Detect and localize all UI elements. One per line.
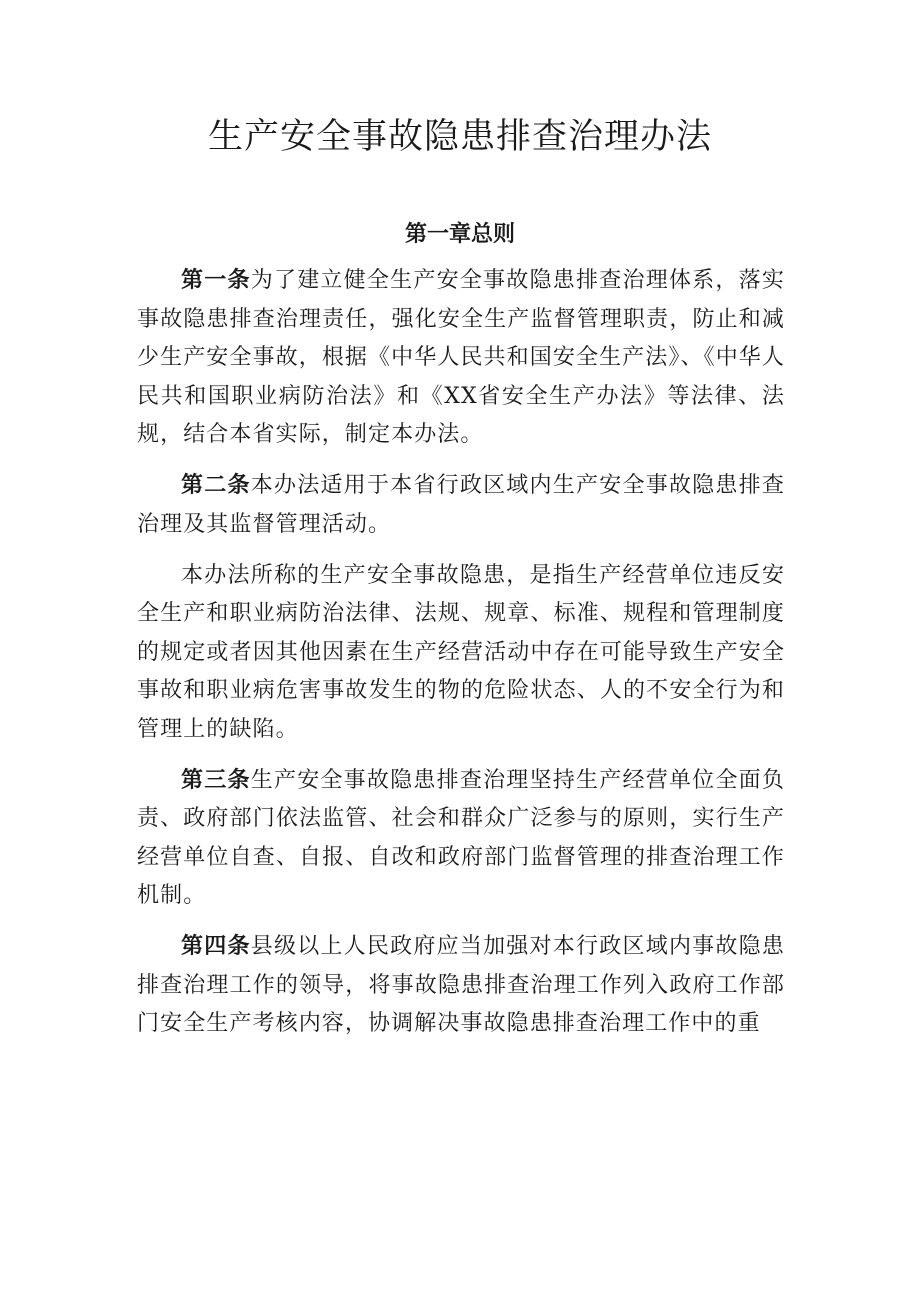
document-title: 生产安全事故隐患排查治理办法 bbox=[207, 117, 712, 157]
paragraph-text: 县级以上人民政府应当加强对本行政区域内事故隐患排查治理工作的领导，将事故隐患排查治理工作列入政府工作部门安全生产考核内容，协调解决事故隐患排查治理工作中的重 bbox=[137, 934, 785, 1036]
paragraph-article-4 bbox=[137, 928, 785, 1044]
document-body bbox=[137, 262, 785, 1044]
paragraph-article-2-definition bbox=[137, 557, 785, 750]
chapter-heading: 第一章总则 bbox=[404, 222, 515, 247]
paragraph-article-2 bbox=[137, 467, 785, 544]
paragraph-text: 本办法所称的生产安全事故隐患，是指生产经营单位违反安全生产和职业病防治法律、法规、规章、标准、规程和管理制度的规定或者因其他因素在生产经营活动中存在可能导致生产安全事故和职业病危害事故发生的物的危险状态、人的不安全行为和管理上的缺陷。 bbox=[137, 562, 785, 742]
paragraph-text: 生产安全事故隐患排查治理坚持生产经营单位全面负责、政府部门依法监管、社会和群众广泛参与的原则，实行生产经营单位自查、自报、自改和政府部门监督管理的排查治理工作机制。 bbox=[137, 767, 785, 908]
paragraph-article-3 bbox=[137, 762, 785, 916]
article-number: 第一条 bbox=[181, 268, 251, 293]
article-number: 第二条 bbox=[181, 473, 251, 498]
paragraph-text: 为了建立健全生产安全事故隐患排查治理体系，落实事故隐患排查治理责任，强化安全生产监督管理职责，防止和减少生产安全事故，根据《中华人民共和国安全生产法》、《中华人民共和国职业病防治法》和《XX省安全生产办法》等法律、法规，结合本省实际，制定本办法。 bbox=[137, 268, 785, 447]
article-number: 第三条 bbox=[181, 767, 251, 793]
article-number: 第四条 bbox=[181, 934, 251, 959]
paragraph-article-1 bbox=[137, 262, 785, 455]
paragraph-text: 本办法适用于本省行政区域内生产安全事故隐患排查治理及其监督管理活动。 bbox=[137, 473, 785, 537]
